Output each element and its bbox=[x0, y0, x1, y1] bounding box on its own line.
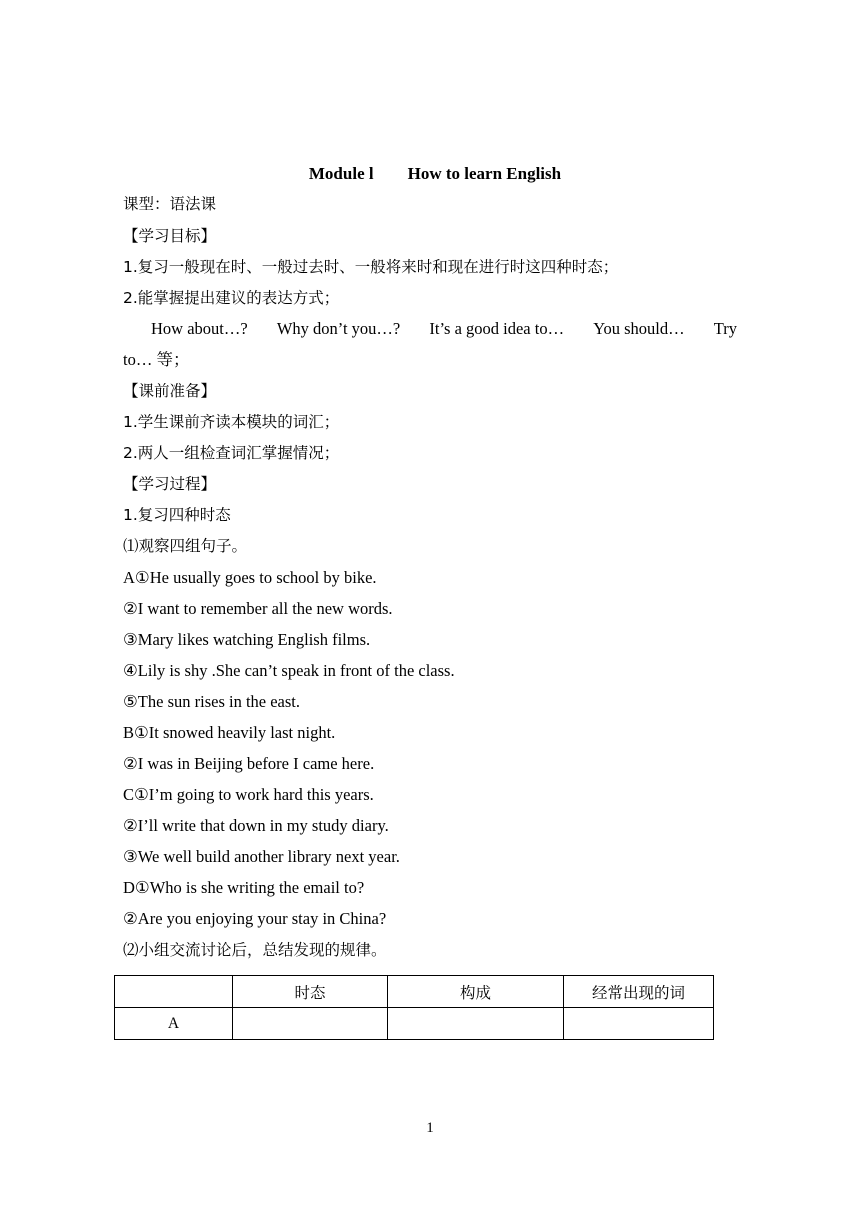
table-header-row bbox=[115, 976, 714, 1008]
table-header-cell bbox=[115, 976, 233, 1008]
page-number: 1 bbox=[426, 1120, 434, 1136]
document-title bbox=[0, 162, 860, 186]
table-cell bbox=[388, 1008, 564, 1040]
lesson-type: 课型：语法课 bbox=[123, 195, 217, 213]
table-cell: A bbox=[115, 1008, 233, 1040]
preparation-item-1: 1.学生课前齐读本模块的词汇； bbox=[123, 413, 340, 431]
sentence-line: ④Lily is shy .She can’t speak in front of the class. bbox=[123, 661, 455, 680]
sentence-line: ②Are you enjoying your stay in China? bbox=[123, 909, 387, 928]
process-sub-2: ⑵小组交流讨论后，总结发现的规律。 bbox=[123, 941, 387, 959]
preparation-item-2: 2.两人一组检查词汇掌握情况； bbox=[123, 444, 340, 462]
sentence-line: ③Mary likes watching English films. bbox=[123, 630, 371, 649]
table-cell bbox=[233, 1008, 388, 1040]
sentence-line: C①I’m going to work hard this years. bbox=[123, 785, 374, 804]
sentence-line: ③We well build another library next year. bbox=[123, 847, 400, 866]
objective-item-1: 1.复习一般现在时、一般过去时、一般将来时和现在进行时这四种时态； bbox=[123, 258, 619, 276]
objective-item-2: 2.能掌握提出建议的表达方式； bbox=[123, 289, 340, 307]
phrases-continuation: to… 等； bbox=[123, 350, 190, 369]
phrase: How about…? bbox=[151, 319, 248, 338]
tense-summary-table bbox=[114, 975, 714, 1040]
process-sub-1: ⑴观察四组句子。 bbox=[123, 537, 248, 555]
module-label: Module l bbox=[308, 164, 374, 183]
title-text: How to learn English bbox=[407, 164, 562, 183]
table-header-cell: 经常出现的词 bbox=[564, 976, 714, 1008]
table-header-cell: 时态 bbox=[233, 976, 388, 1008]
phrase: It’s a good idea to… bbox=[429, 319, 565, 338]
sentence-line: A①He usually goes to school by bike. bbox=[123, 568, 377, 587]
sentence-line: ②I was in Beijing before I came here. bbox=[123, 754, 375, 773]
suggestion-phrases bbox=[151, 318, 737, 340]
objectives-heading: 【学习目标】 bbox=[123, 227, 217, 245]
process-heading: 【学习过程】 bbox=[123, 475, 217, 493]
sentence-line: ⑤The sun rises in the east. bbox=[123, 692, 301, 711]
table-header-cell: 构成 bbox=[388, 976, 564, 1008]
preparation-heading: 【课前准备】 bbox=[123, 382, 217, 400]
phrase: You should… bbox=[593, 319, 685, 338]
process-step-1: 1.复习四种时态 bbox=[123, 506, 231, 524]
sentence-line: ②I’ll write that down in my study diary. bbox=[123, 816, 389, 835]
sentence-line: ②I want to remember all the new words. bbox=[123, 599, 393, 618]
table-row bbox=[115, 1008, 714, 1040]
table-cell bbox=[564, 1008, 714, 1040]
phrase: Why don’t you…? bbox=[276, 319, 401, 338]
phrase: Try bbox=[713, 319, 737, 338]
sentence-line: D①Who is she writing the email to? bbox=[123, 878, 365, 897]
sentence-line: B①It snowed heavily last night. bbox=[123, 723, 336, 742]
